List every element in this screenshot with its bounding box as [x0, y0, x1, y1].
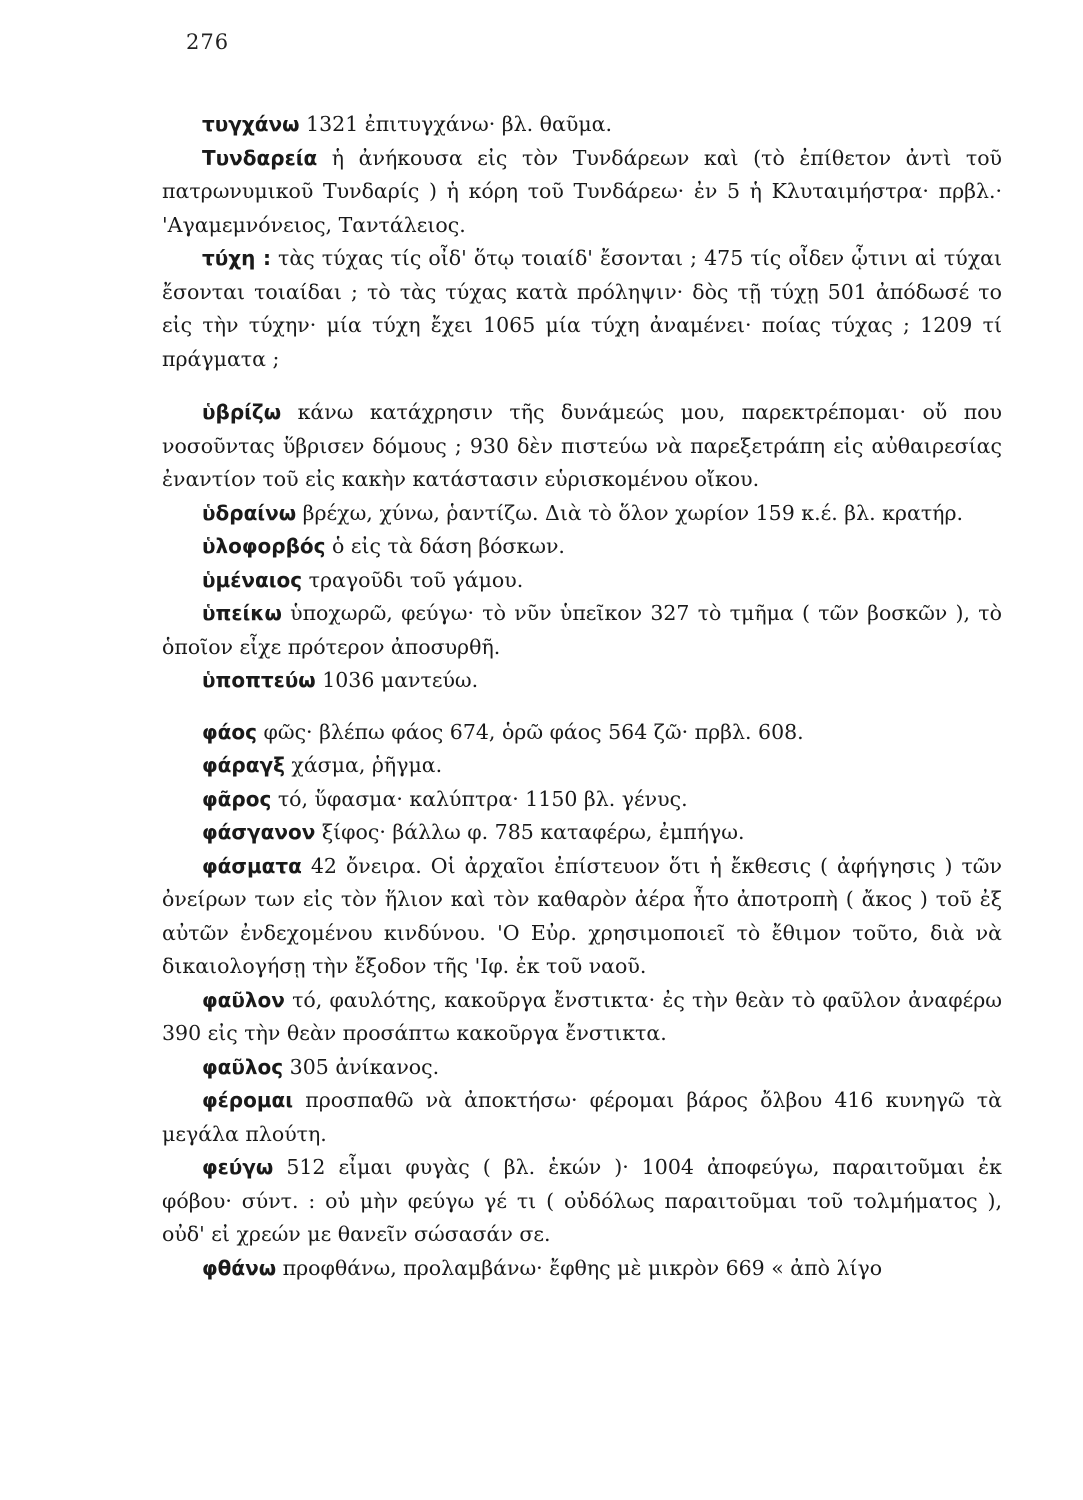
entry-phaulon	[162, 984, 1002, 1051]
entry-tygchano	[162, 108, 1002, 142]
entry-tyndareia	[162, 142, 1002, 243]
entry-lemma: φᾶρος	[202, 786, 272, 811]
entry-hypopteuo	[162, 664, 1002, 698]
entry-tyche	[162, 242, 1002, 376]
entry-lemma: ὑδραίνω	[202, 500, 297, 525]
entry-lemma: φάραγξ	[202, 753, 285, 777]
entry-lemma: Τυνδαρεία	[202, 145, 318, 170]
entry-definition: ὁ εἰς τὰ δάση βόσκων.	[325, 534, 565, 558]
entry-definition: 1321 ἐπιτυγχάνω· βλ. θαῦμα.	[299, 112, 613, 136]
entry-lemma: ὑποπτεύω	[202, 668, 316, 692]
entry-lemma: τύχη :	[202, 246, 271, 270]
entry-definition: ἡ ἀνήκουσα εἰς τὸν Τυνδάρεων καὶ (τὸ ἐπίθετον ἀντὶ τοῦ πατρωνυμικοῦ Τυνδαρίς ) ἡ κόρη τοῦ Τυνδάρεω· ἐν 5 ἡ Κλυταιμήστρα· πρβλ.· 'Αγαμεμνόνειος, Ταντάλειος.	[162, 145, 1002, 237]
entry-definition: τό, ὕφασμα· καλύπτρα· 1150 βλ. γένυς.	[271, 786, 688, 811]
entry-hybrizo	[162, 396, 1002, 497]
entry-definition: προφθάνω, προλαμβάνω· ἔφθης μὲ μικρὸν 669 « ἀπὸ λίγο	[276, 1255, 883, 1280]
entry-definition: χάσμα, ῥῆγμα.	[284, 753, 443, 777]
entry-definition: 305 ἀνίκανος.	[283, 1054, 440, 1079]
entry-definition: 1036 μαντεύω.	[315, 668, 479, 692]
entries-list	[162, 108, 1002, 1285]
entry-definition: τραγοῦδι τοῦ γάμου.	[302, 567, 524, 592]
entry-lemma: ὑλοφορβός	[202, 534, 326, 558]
entry-lemma: φεύγω	[202, 1155, 274, 1179]
entry-lemma: φθάνω	[202, 1255, 277, 1280]
entry-lemma: ὑπείκω	[202, 601, 282, 625]
entry-phaos	[162, 716, 1002, 750]
entry-definition: ὑποχωρῶ, φεύγω· τὸ νῦν ὑπεῖκον 327 τὸ τμῆμα ( τῶν βοσκῶν ), τὸ ὁποῖον εἶχε πρότερον ἀποσυρθῆ.	[162, 601, 1002, 659]
entry-definition: 42 ὄνειρα. Οἱ ἀρχαῖοι ἐπίστευον ὅτι ἡ ἔκθεσις ( ἀφήγησις ) τῶν ὀνείρων των εἰς τὸν ἥλιον καὶ τὸν καθαρὸν ἀέρα ἦτο ἀποτροπὴ ( ἄκος ) τοῦ ἐξ αὐτῶν ἐνδεχομένου κινδύνου. 'Ο Εὐρ. χρησιμοποιεῖ τὸ ἔθιμον τοῦτο, διὰ νὰ δικαιολογήσῃ τὴν ἔξοδον τῆς 'Ιφ. ἐκ τοῦ ναοῦ.	[162, 853, 1002, 978]
entry-lemma: τυγχάνω	[202, 112, 300, 136]
entry-lemma: φάος	[202, 719, 257, 744]
entry-definition: προσπαθῶ νὰ ἀποκτήσω· φέρομαι βάρος ὄλβου 416 κυνηγῶ τὰ μεγάλα πλούτη.	[162, 1088, 1002, 1146]
entry-phthano	[162, 1252, 1002, 1286]
entry-hylophorbos	[162, 530, 1002, 564]
entry-definition: βρέχω, χύνω, ῥαντίζω. Διὰ τὸ ὅλον χωρίον 159 κ.έ. βλ. κρατήρ.	[296, 500, 964, 525]
entry-definition: κάνω κατάχρησιν τῆς δυνάμεώς μου, παρεκτρέπομαι· οὔ που νοσοῦντας ὕβρισεν δόμους ; 930 δὲν πιστεύω νὰ παρεξετράπη εἰς αὐθαιρεσίας ἐναντίον τοῦ εἰς κακὴν κατάστασιν εὑρισκομένου οἴκου.	[162, 400, 1002, 491]
entry-lemma: φαῦλον	[202, 987, 285, 1012]
entry-hypeiko	[162, 597, 1002, 664]
entry-pheromai	[162, 1084, 1002, 1151]
entry-lemma: ὑβρίζω	[202, 400, 282, 424]
entry-definition: 512 εἶμαι φυγὰς ( βλ. ἑκών )· 1004 ἀποφεύγω, παραιτοῦμαι ἐκ φόβου· σύντ. : οὐ μὴν φεύγω γέ τι ( οὐδόλως παραιτοῦμαι τοῦ τολμήματος ), οὐδ' εἰ χρεών με θανεῖν σώσασάν σε.	[162, 1155, 1002, 1246]
entry-phasmata	[162, 850, 1002, 984]
entry-lemma: ὑμέναιος	[202, 567, 303, 592]
entry-lemma: φαῦλος	[202, 1054, 284, 1079]
entry-definition: φῶς· βλέπω φάος 674, ὁρῶ φάος 564 ζῶ· πρβλ. 608.	[256, 719, 804, 744]
entry-hydraino	[162, 497, 1002, 531]
entry-definition: τό, φαυλότης, κακοῦργα ἔνστικτα· ἐς τὴν θεὰν τὸ φαῦλον ἀναφέρω 390 εἰς τὴν θεὰν προσάπτω κακοῦργα ἔνστικτα.	[162, 987, 1002, 1045]
entry-lemma: φέρομαι	[202, 1088, 294, 1112]
entry-lemma: φάσματα	[202, 853, 302, 878]
entry-definition: τὰς τύχας τίς οἶδ' ὅτῳ τοιαίδ' ἔσονται ; 475 τίς οἶδεν ᾧτινι αἱ τύχαι ἔσονται τοιαίδαι ; τὸ τὰς τύχας κατὰ πρόληψιν· δὸς τῇ τύχῃ 501 ἀπόδωσέ το εἰς τὴν τύχην· μία τύχη ἔχει 1065 μία τύχη ἀναμένει· ποίας τύχας ; 1209 τί πράγματα ;	[162, 246, 1002, 371]
entry-phasganon	[162, 816, 1002, 850]
entry-pharos	[162, 783, 1002, 817]
entry-definition: ξίφος· βάλλω φ. 785 καταφέρω, ἐμπήγω.	[315, 820, 745, 844]
page-number: 276	[186, 30, 230, 54]
entry-hymenaios	[162, 564, 1002, 598]
entry-pharanx	[162, 749, 1002, 783]
entry-phaulos	[162, 1051, 1002, 1085]
entry-lemma: φάσγανον	[202, 820, 316, 844]
entry-pheugo	[162, 1151, 1002, 1252]
